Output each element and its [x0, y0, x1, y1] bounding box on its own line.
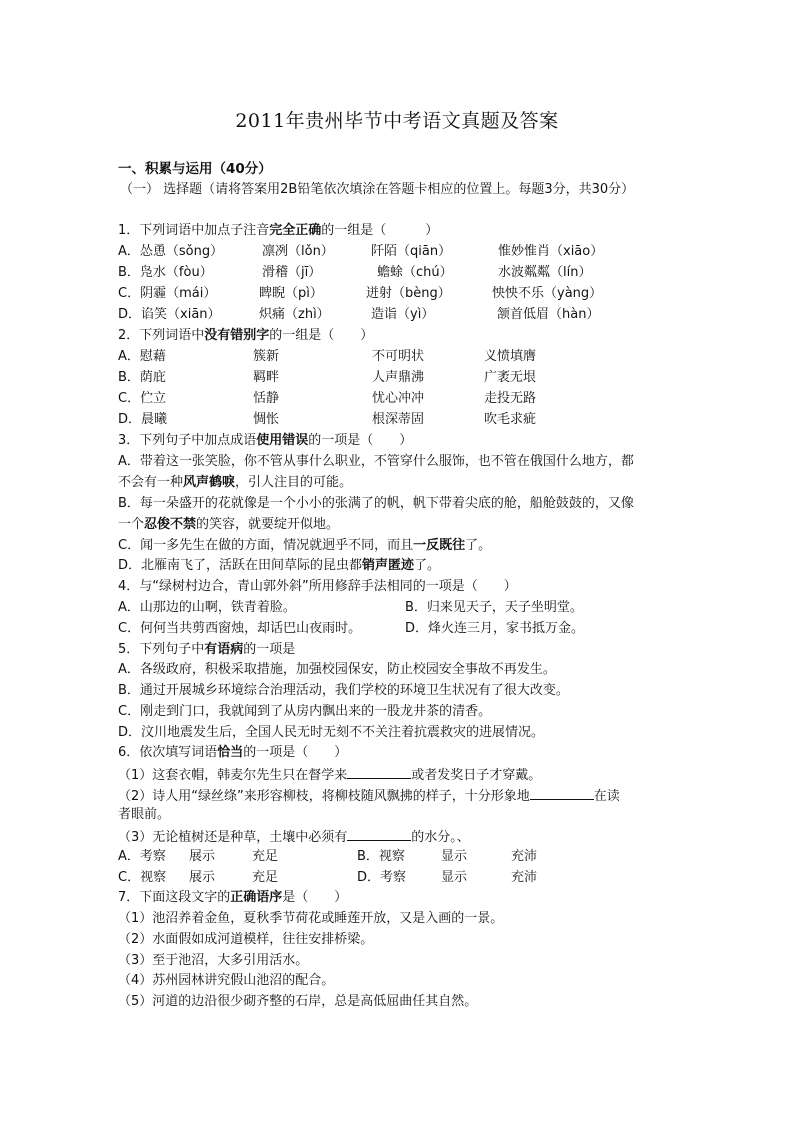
question-1-stem: 1．下列词语中加点子注音完全正确的一组是（ ）	[118, 223, 439, 238]
q7-sentence-3: （3）至于池沼，大多引用活水。	[118, 953, 309, 968]
document-title: 2011年贵州毕节中考语文真题及答案	[235, 110, 559, 132]
blank-line	[347, 765, 411, 779]
q1-option: 怏怏不乐（yàng）	[492, 286, 603, 301]
q4-option-c: C．何何当共剪西窗烛，却话巴山夜雨时。	[118, 621, 362, 636]
q2-option: B．荫庇	[118, 370, 166, 385]
q3-option-a-cont: 不会有一种风声鹤唳，引人注目的可能。	[118, 475, 353, 490]
q3-option-d: D．北雁南飞了，活跃在田间草际的昆虫都销声匿迹了。	[118, 558, 441, 573]
q1-option: 颔首低眉（hàn）	[497, 307, 600, 322]
q1-option: 蟾蜍（chú）	[377, 265, 453, 280]
q2-option: 广袤无垠	[484, 370, 537, 385]
q6-sentence-3: （3）无论植树还是种草，土壤中必须有 的水分。、	[118, 827, 470, 847]
q1-option: C．阴霾（mái）	[118, 286, 217, 301]
q6-option: D．考察	[357, 870, 407, 885]
q6-option: 充沛	[511, 849, 538, 864]
q2-option: 义愤填膺	[484, 349, 537, 364]
q6-sentence-1: （1）这套衣帽，韩麦尔先生只在督学来 或者发奖日子才穿戴。	[118, 765, 541, 785]
q3-option-a: A．带着这一张笑脸，你不管从事什么职业，不管穿什么服饰，也不管在俄国什么地方，都	[118, 454, 634, 469]
q7-sentence-2: （2）水面假如成河道模样，往往安排桥梁。	[118, 932, 374, 947]
question-4-stem: 4．与“绿树村边合，青山郭外斜”所用修辞手法相同的一项是（ ）	[118, 579, 517, 594]
q7-sentence-1: （1）池沼养着金鱼，夏秋季节荷花或睡莲开放，又是入画的一景。	[118, 911, 504, 926]
q2-option: 根深蒂固	[372, 412, 425, 427]
q4-option-b: B．归来见天子，天子坐明堂。	[405, 600, 583, 615]
q2-option: 人声鼎沸	[372, 370, 425, 385]
q5-option-c: C．刚走到门口，我就闻到了从房内飘出来的一股龙井茶的清香。	[118, 704, 492, 719]
q5-option-d: D．汶川地震发生后，全国人民无时无刻不不关注着抗震救灾的进展情况。	[118, 725, 545, 740]
q6-option: B．视察	[357, 849, 405, 864]
q1-option: 睥睨（pì）	[259, 286, 323, 301]
q1-option: 造诣（yì）	[371, 307, 435, 322]
q7-sentence-5: （5）河道的边沿很少砌齐整的石岸，总是高低屈曲任其自然。	[118, 994, 478, 1009]
q1-option: 滑稽（jī）	[262, 265, 322, 280]
q2-option: A．慰藉	[118, 349, 166, 364]
q2-option: 簇新	[253, 349, 280, 364]
q6-option: A．考察	[118, 849, 166, 864]
question-6-stem: 6．依次填写词语恰当的一项是（ ）	[118, 745, 348, 760]
q1-option: 水波粼粼（lín）	[498, 265, 592, 280]
blank-line	[347, 827, 411, 841]
q3-option-b: B．每一朵盛开的花就像是一个小小的张满了的帆，帆下带着尖底的舱，船舱鼓鼓的，又像	[118, 496, 634, 511]
q2-option: 惆怅	[253, 412, 280, 427]
q6-option: C．视察	[118, 870, 167, 885]
q1-option: 凛冽（lǒn）	[262, 244, 334, 259]
q6-sentence-2-cont: 者眼前。	[118, 807, 171, 822]
q1-option: D．谄笑（xiān）	[118, 307, 221, 322]
q3-option-c: C．闻一多先生在做的方面，情况就迥乎不同，而且一反既往了。	[118, 538, 492, 553]
part-instruction: （一） 选择题（请将答案用2B铅笔依次填涂在答题卡相应的位置上。每题3分，共30分）	[120, 182, 635, 197]
question-3-stem: 3．下列句子中加点成语使用错误的一项是（ ）	[118, 433, 413, 448]
q1-option: 阡陌（qiān）	[371, 244, 452, 259]
question-7-stem: 7．下面这段文字的正确语序是（ ）	[118, 890, 348, 905]
q2-option: C．伫立	[118, 391, 167, 406]
question-5-stem: 5．下列句子中有语病的一项是	[118, 642, 296, 657]
q4-option-a: A．山那边的山啊，铁青着脸。	[118, 600, 296, 615]
q6-sentence-2: （2）诗人用“绿丝绦”来形容柳枝，将柳枝随风飘拂的样子，十分形象地 在读	[118, 786, 620, 806]
q2-option: 羁畔	[253, 370, 280, 385]
q2-option: D．晨曦	[118, 412, 168, 427]
q5-option-b: B．通过开展城乡环境综合治理活动，我们学校的环境卫生状况有了很大改变。	[118, 683, 569, 698]
q1-option: 惟妙惟肖（xiāo）	[498, 244, 604, 259]
q2-option: 不可明状	[372, 349, 425, 364]
q1-option: 炽痛（zhì）	[259, 307, 330, 322]
question-2-stem: 2．下列词语中没有错别字的一组是（ ）	[118, 328, 374, 343]
q2-option: 恬静	[253, 391, 280, 406]
q6-option: 充足	[252, 849, 279, 864]
q2-option: 走投无路	[484, 391, 537, 406]
q1-option: B．凫水（fòu）	[118, 265, 213, 280]
q3-option-b-cont: 一个忍俊不禁的笑容，就要绽开似地。	[118, 517, 340, 532]
q6-option: 显示	[441, 870, 468, 885]
section-heading: 一、积累与运用（40分）	[118, 161, 272, 177]
q7-sentence-4: （4）苏州园林讲究假山池沼的配合。	[118, 973, 335, 988]
q6-option: 充足	[252, 870, 279, 885]
q6-option: 充沛	[511, 870, 538, 885]
q4-option-d: D．烽火连三月，家书抵万金。	[405, 621, 585, 636]
q2-option: 吹毛求疵	[484, 412, 537, 427]
q1-option: A．怂恿（sǒng）	[118, 244, 224, 259]
q6-option: 展示	[189, 870, 216, 885]
q6-option: 展示	[189, 849, 216, 864]
blank-line	[530, 786, 594, 800]
q6-option: 显示	[441, 849, 468, 864]
q5-option-a: A．各级政府，积极采取措施，加强校园保安，防止校园安全事故不再发生。	[118, 662, 556, 677]
q1-option: 迸射（bèng）	[366, 286, 451, 301]
q2-option: 忧心冲冲	[372, 391, 425, 406]
